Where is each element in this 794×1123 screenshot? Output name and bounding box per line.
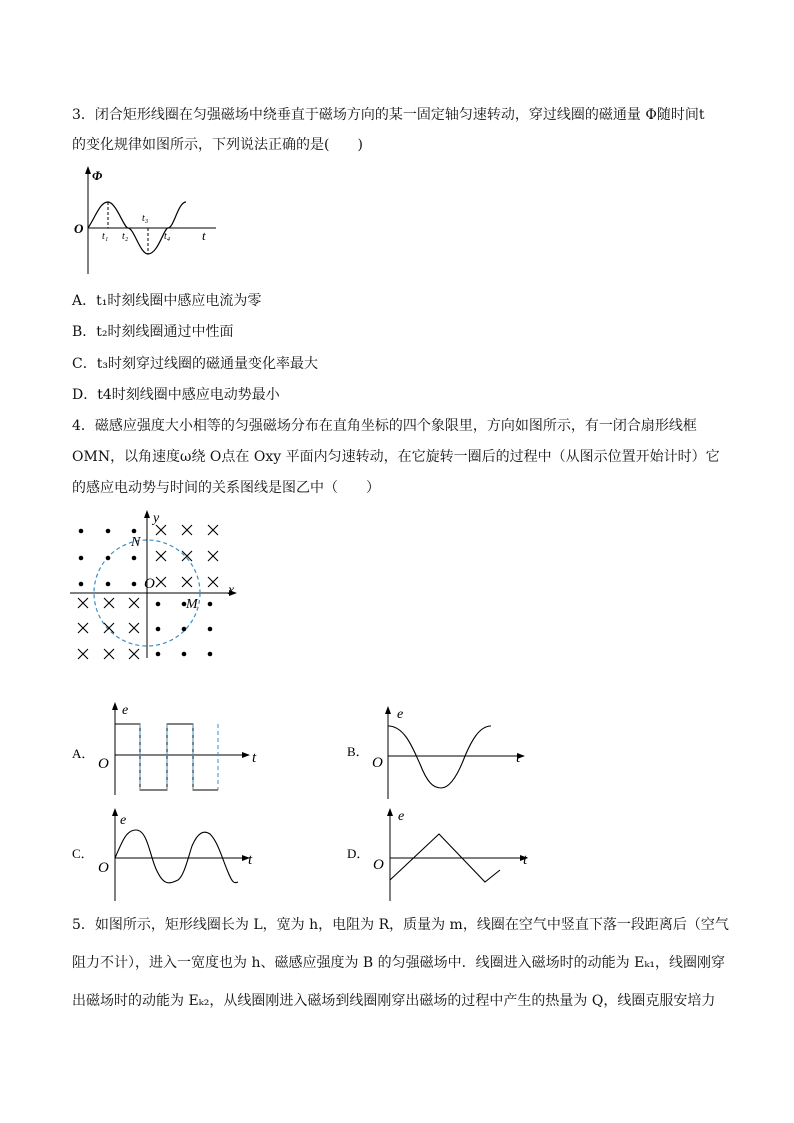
- q3-option-b: B．t₂时刻线圈通过中性面: [72, 324, 234, 340]
- choice-d-graph[interactable]: [345, 806, 545, 906]
- choice-d-label: D．: [347, 846, 370, 861]
- t2-label: t₂: [122, 231, 129, 242]
- choice-b-graph[interactable]: [345, 704, 545, 804]
- m-label: M: [186, 597, 198, 612]
- q4-stem-line2: OMN，以角速度ω绕 O点在 Oxy 平面内匀速转动，在它旋转一圈后的过程中（从图示位置开始计时）它: [72, 449, 720, 465]
- choice-d-o: O: [373, 857, 384, 873]
- t4-label: t₄: [164, 231, 171, 242]
- q5-stem-line1: 5．如图所示，矩形线圈长为 L，宽为 h，电阻为 R，质量为 m，线圈在空气中竖直下落一段距离后（空气: [72, 917, 729, 933]
- choice-c-e: e: [120, 813, 127, 828]
- x-axis-label: x: [228, 583, 235, 598]
- choice-a-t: t: [252, 750, 257, 766]
- q4-stem-line1: 4．磁感应强度大小相等的匀强磁场分布在直角坐标的四个象限里，方向如图所示，有一闭合扇形线框: [72, 418, 697, 434]
- phi-label: Φ: [92, 168, 103, 183]
- q3-option-a: A．t₁时刻线圈中感应电流为零: [72, 293, 262, 309]
- choice-c-label: C．: [72, 846, 94, 861]
- choice-c-graph[interactable]: [70, 806, 270, 906]
- q3-flux-graph: [72, 166, 232, 281]
- q5-stem-line2: 阻力不计），进入一宽度也为 h、磁感应强度为 B 的匀强磁场中．线圈进入磁场时的动能为 Eₖ₁，线圈刚穿: [72, 955, 726, 971]
- n-label: N: [131, 535, 141, 550]
- choice-b-label: B．: [347, 744, 369, 759]
- choice-b-o: O: [372, 755, 383, 771]
- choice-a-e: e: [122, 703, 129, 718]
- t3-label: t₃: [142, 213, 149, 224]
- q3-option-c: C．t₃时刻穿过线圈的磁通量变化率最大: [72, 356, 318, 372]
- choice-b-t: t: [516, 750, 521, 766]
- q3-stem-line2: 的变化规律如图所示，下列说法正确的是( ): [72, 137, 363, 153]
- choice-c-o: O: [98, 860, 109, 876]
- choice-b-e: e: [397, 707, 404, 722]
- y-axis-label: y: [153, 511, 160, 526]
- choice-d-e: e: [398, 809, 405, 824]
- q5-stem-line3: 出磁场时的动能为 Eₖ₂，从线圈刚进入磁场到线圈刚穿出磁场的过程中产生的热量为 Q，线圈克服安培力: [72, 993, 716, 1009]
- choice-c-t: t: [248, 852, 253, 868]
- q4-field-diagram: [66, 508, 246, 663]
- q3-stem-line1: 3．闭合矩形线圈在匀强磁场中绕垂直于磁场方向的某一固定轴匀速转动，穿过线圈的磁通量 Φ随时间t: [72, 107, 705, 123]
- choice-d-t: t: [523, 852, 528, 868]
- t-axis-label: t: [202, 228, 206, 243]
- choice-a-o: O: [98, 756, 109, 772]
- o-label: O: [144, 576, 155, 592]
- q4-stem-line3: 的感应电动势与时间的关系图线是图乙中（ ）: [72, 480, 380, 496]
- t1-label: t₁: [102, 231, 109, 242]
- origin-label: O: [74, 221, 84, 236]
- choice-a-label: A．: [72, 746, 95, 761]
- q3-option-d: D．t4时刻线圈中感应电动势最小: [72, 387, 280, 403]
- choice-a-graph[interactable]: [70, 700, 270, 800]
